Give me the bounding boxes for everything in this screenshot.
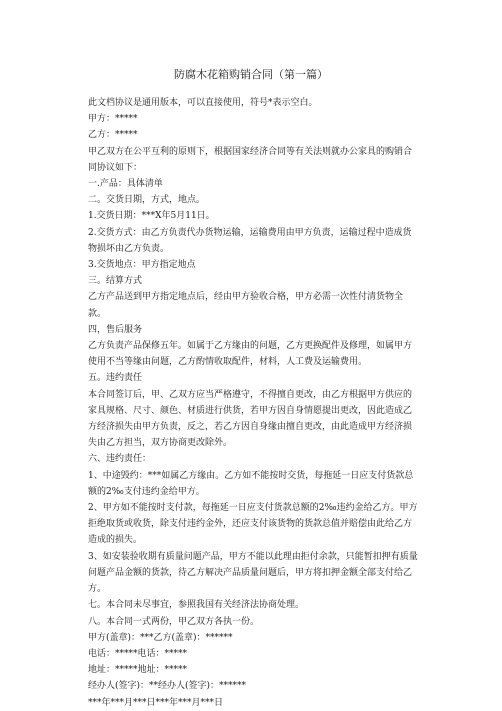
section-5-heading: 五。违约责任 <box>88 373 143 384</box>
party-b: 乙方：***** <box>88 130 138 141</box>
signature-dates: ***年***月***日***年***月***日 <box>88 697 224 708</box>
section-6-heading: 六、违约责任： <box>88 454 152 465</box>
section-2-heading: 二。交货日期，方式，地点。 <box>88 195 206 206</box>
signature-addresses: 地址：*****地址：***** <box>88 665 188 676</box>
liability-item-1: 1、中途毁约：***如属乙方缘由。乙方如不能按时交货，每拖延一日应支付货款总额的2‰支付违约金给甲方。 <box>88 470 414 497</box>
section-4-heading: 四，售后服务 <box>88 324 143 335</box>
document-body <box>88 95 419 711</box>
liability-item-2: 2、甲方如不能按时支付款，每拖延一日应支付货款总额的2‰违约金给乙方。甲方拒绝取货或收货，除支付违约金外，还应支付该货物的货款总值并赔偿由此给乙方造成的损失。 <box>88 503 418 546</box>
signature-seals: 甲方(盖章)：***乙方(盖章)：****** <box>88 632 233 643</box>
signature-phones: 电话：*****电话：***** <box>88 648 188 659</box>
signature-agents: 经办人(签字)：**经办人(签字)：****** <box>88 681 247 692</box>
preamble: 甲乙双方在公平互利的原则下，根据国家经济合同等有关法则就办公家具的购销合同协议如下： <box>88 146 413 173</box>
delivery-location: 3.交货地点：甲方指定地点 <box>88 260 196 271</box>
liability-item-3: 3、如安装验收期有质量问题产品，甲方不能以此理由拒付余款，只能暂扣押有质量问题产品金额的货款，待乙方解决产品质量问题后，甲方将扣押金额全部支付给乙方。 <box>88 551 418 595</box>
after-sales-text: 乙方负责产品保修五年。如属于乙方缘由的问题，乙方更换配件及修理，如属甲方使用不当等缘由问题，乙方酌情收取配件，材料，人工费及运输费用。 <box>88 341 413 368</box>
liability-text: 本合同签订后，甲、乙双方应当严格遵守，不得擅自更改，由乙方根据甲方供应的家具规格、尺寸、颜色、材质进行供货，若甲方因自身情愿提出更改，因此造成乙方经济损失由甲方负责，反之，若乙方因自身缘由擅自更改，由此造成甲方经济损失由乙方担当，双方协商更改除外。 <box>88 389 413 449</box>
document-title: 防腐木花箱购销合同（第一篇） <box>174 68 328 81</box>
section-8: 八。本合同一式两份，甲乙双方各执一份。 <box>88 616 260 627</box>
section-1: 一.产品：具体清单 <box>88 179 163 190</box>
settlement-text: 乙方产品送到甲方指定地点后，经由甲方验收合格，甲方必需一次性付清货物全款。 <box>88 292 404 319</box>
section-3-heading: 三。结算方式 <box>88 276 143 287</box>
intro-note: 此文档协议是通用版本，可以直接使用，符号*表示空白。 <box>88 98 318 108</box>
section-7: 七。本合同未尽事宜，参照我国有关经济法协商处理。 <box>88 600 305 611</box>
party-a: 甲方：***** <box>88 114 138 125</box>
delivery-method: 2.交货方式：由乙方负责代办货物运输，运输费用由甲方负责，运输过程中造成货物损坏由乙方负责。 <box>88 227 412 254</box>
delivery-date: 1.交货日期：***X年5月11日。 <box>88 211 215 222</box>
